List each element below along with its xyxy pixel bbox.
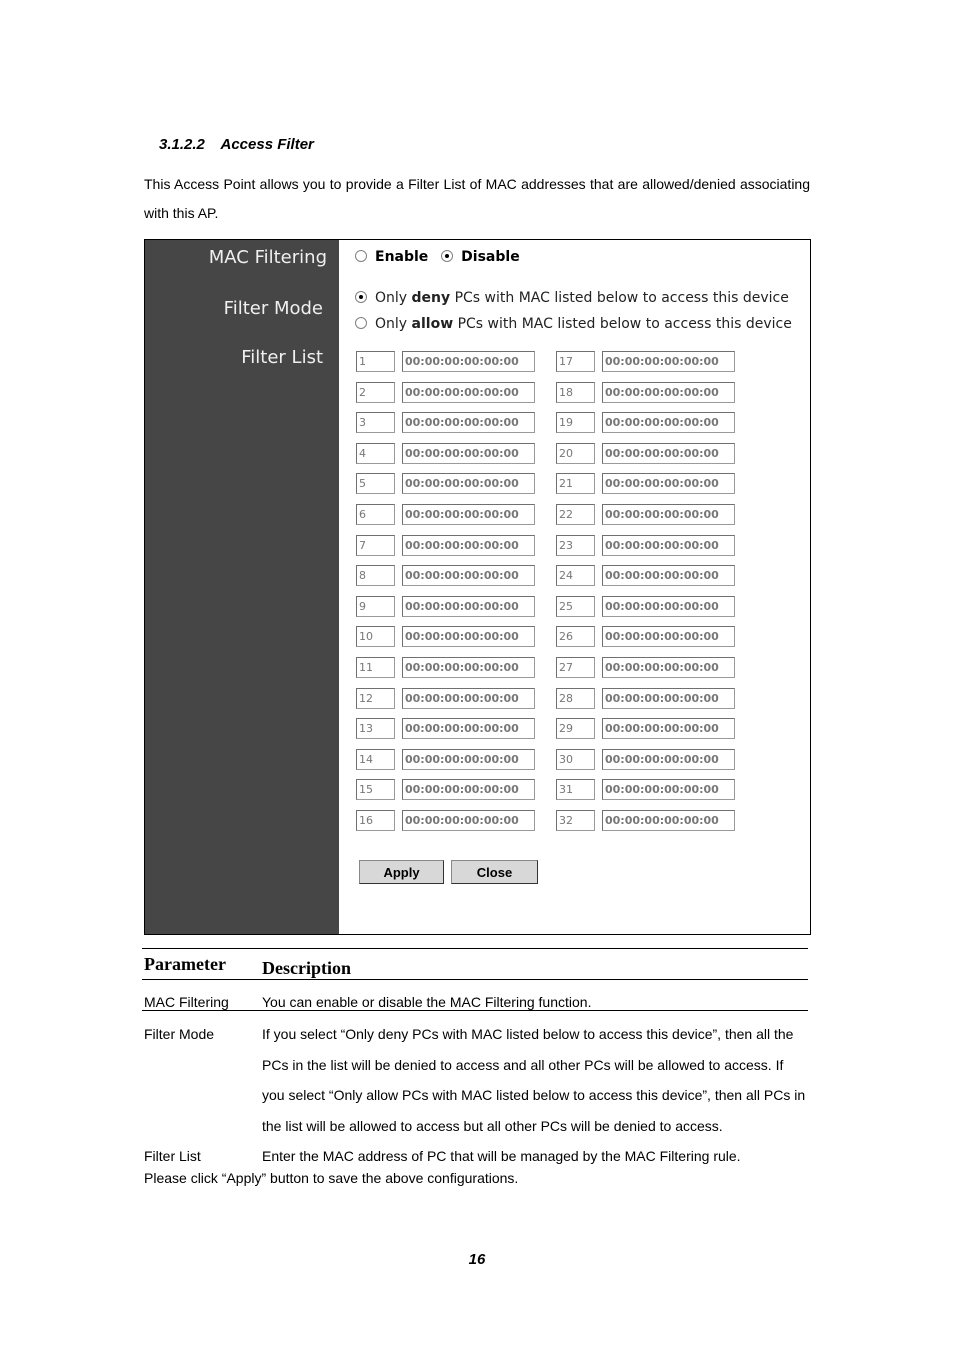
apply-button[interactable]: Apply bbox=[359, 860, 444, 884]
mac-address-field[interactable]: 00:00:00:00:00:00 bbox=[602, 749, 735, 770]
entry-index-field[interactable]: 27 bbox=[556, 657, 595, 678]
section-number: 3.1.2.2 bbox=[159, 136, 205, 153]
entry-index-field[interactable]: 15 bbox=[356, 779, 395, 800]
mac-address-field[interactable]: 00:00:00:00:00:00 bbox=[602, 351, 735, 372]
mac-address-field[interactable]: 00:00:00:00:00:00 bbox=[602, 504, 735, 525]
mac-address-field[interactable]: 00:00:00:00:00:00 bbox=[602, 779, 735, 800]
settings-sidebar bbox=[145, 240, 339, 934]
settings-content bbox=[339, 240, 810, 934]
footnote: Please click “Apply” button to save the above configurations. bbox=[144, 1170, 519, 1186]
entry-index-field[interactable]: 3 bbox=[356, 412, 395, 433]
mac-address-field[interactable]: 00:00:00:00:00:00 bbox=[402, 351, 535, 372]
mac-address-field[interactable]: 00:00:00:00:00:00 bbox=[602, 473, 735, 494]
mac-address-field[interactable]: 00:00:00:00:00:00 bbox=[602, 382, 735, 403]
mac-address-field[interactable]: 00:00:00:00:00:00 bbox=[602, 412, 735, 433]
mac-address-field[interactable]: 00:00:00:00:00:00 bbox=[602, 657, 735, 678]
entry-index-field[interactable]: 17 bbox=[556, 351, 595, 372]
enable-label: Enable bbox=[375, 249, 429, 265]
entry-index-field[interactable]: 22 bbox=[556, 504, 595, 525]
section-title: Access Filter bbox=[220, 136, 314, 153]
entry-index-field[interactable]: 12 bbox=[356, 688, 395, 709]
entry-index-field[interactable]: 6 bbox=[356, 504, 395, 525]
mac-address-field[interactable]: 00:00:00:00:00:00 bbox=[402, 382, 535, 403]
entry-index-field[interactable]: 4 bbox=[356, 443, 395, 464]
entry-index-field[interactable]: 18 bbox=[556, 382, 595, 403]
mac-address-field[interactable]: 00:00:00:00:00:00 bbox=[602, 810, 735, 831]
mac-address-field[interactable]: 00:00:00:00:00:00 bbox=[402, 473, 535, 494]
entry-index-field[interactable]: 8 bbox=[356, 565, 395, 586]
param-name-mac-filtering: MAC Filtering bbox=[144, 994, 229, 1010]
mac-address-field[interactable]: 00:00:00:00:00:00 bbox=[402, 596, 535, 617]
mac-address-field[interactable]: 00:00:00:00:00:00 bbox=[402, 626, 535, 647]
section-heading bbox=[159, 136, 314, 153]
entry-index-field[interactable]: 13 bbox=[356, 718, 395, 739]
mac-address-field[interactable]: 00:00:00:00:00:00 bbox=[402, 718, 535, 739]
entry-index-field[interactable]: 19 bbox=[556, 412, 595, 433]
mode-deny-post: PCs with MAC listed below to access this device bbox=[450, 290, 789, 306]
mac-filtering-options bbox=[355, 249, 520, 265]
entry-index-field[interactable]: 9 bbox=[356, 596, 395, 617]
filter-list-label: Filter List bbox=[241, 347, 323, 368]
row-rule bbox=[142, 1010, 808, 1011]
mac-address-field[interactable]: 00:00:00:00:00:00 bbox=[602, 535, 735, 556]
header-rule bbox=[142, 979, 808, 980]
enable-radio[interactable] bbox=[355, 250, 367, 262]
mac-address-field[interactable]: 00:00:00:00:00:00 bbox=[402, 688, 535, 709]
mode-deny-keyword: deny bbox=[411, 290, 451, 306]
description-header: Description bbox=[262, 958, 351, 978]
mac-address-field[interactable]: 00:00:00:00:00:00 bbox=[402, 412, 535, 433]
entry-index-field[interactable]: 25 bbox=[556, 596, 595, 617]
entry-index-field[interactable]: 5 bbox=[356, 473, 395, 494]
filter-mode-label: Filter Mode bbox=[223, 298, 323, 319]
mode-deny-pre: Only bbox=[375, 290, 412, 306]
entry-index-field[interactable]: 21 bbox=[556, 473, 595, 494]
mac-address-field[interactable]: 00:00:00:00:00:00 bbox=[602, 443, 735, 464]
mac-address-field[interactable]: 00:00:00:00:00:00 bbox=[402, 779, 535, 800]
mac-address-field[interactable]: 00:00:00:00:00:00 bbox=[602, 565, 735, 586]
mac-address-field[interactable]: 00:00:00:00:00:00 bbox=[402, 657, 535, 678]
param-desc-mac-filtering: You can enable or disable the MAC Filtering function. bbox=[262, 994, 592, 1010]
entry-index-field[interactable]: 31 bbox=[556, 779, 595, 800]
entry-index-field[interactable]: 10 bbox=[356, 626, 395, 647]
param-desc-filter-list: Enter the MAC address of PC that will be managed by the MAC Filtering rule. bbox=[262, 1148, 741, 1164]
entry-index-field[interactable]: 14 bbox=[356, 749, 395, 770]
intro-paragraph: This Access Point allows you to provide a Filter List of MAC addresses that are allowed/denied associating with this AP. bbox=[144, 176, 810, 221]
mode-allow-radio[interactable] bbox=[355, 317, 367, 329]
page-number: 16 bbox=[468, 1251, 486, 1268]
param-desc-filter-mode: If you select “Only deny PCs with MAC listed below to access this device”, then all the PCs in the list will be denied to access and all other PCs will be allowed to access. If you select “Only allow PCs with MAC listed below to access this device”, then all PCs in the list will be allowed to access but all other PCs will be denied to access. bbox=[262, 1026, 806, 1134]
entry-index-field[interactable]: 32 bbox=[556, 810, 595, 831]
entry-index-field[interactable]: 20 bbox=[556, 443, 595, 464]
param-name-filter-list: Filter List bbox=[144, 1148, 201, 1164]
mode-allow-keyword: allow bbox=[411, 316, 454, 332]
mac-address-field[interactable]: 00:00:00:00:00:00 bbox=[402, 565, 535, 586]
entry-index-field[interactable]: 26 bbox=[556, 626, 595, 647]
mac-address-field[interactable]: 00:00:00:00:00:00 bbox=[602, 718, 735, 739]
mac-address-field[interactable]: 00:00:00:00:00:00 bbox=[402, 535, 535, 556]
table-top-rule bbox=[142, 948, 808, 949]
disable-label: Disable bbox=[461, 249, 520, 265]
entry-index-field[interactable]: 1 bbox=[356, 351, 395, 372]
entry-index-field[interactable]: 16 bbox=[356, 810, 395, 831]
entry-index-field[interactable]: 28 bbox=[556, 688, 595, 709]
mac-address-field[interactable]: 00:00:00:00:00:00 bbox=[402, 504, 535, 525]
entry-index-field[interactable]: 30 bbox=[556, 749, 595, 770]
entry-index-field[interactable]: 24 bbox=[556, 565, 595, 586]
mac-address-field[interactable]: 00:00:00:00:00:00 bbox=[602, 596, 735, 617]
param-name-filter-mode: Filter Mode bbox=[144, 1026, 215, 1042]
mode-deny-option bbox=[355, 290, 789, 306]
mac-filter-screenshot bbox=[144, 239, 811, 935]
mode-allow-post: PCs with MAC listed below to access this device bbox=[453, 316, 792, 332]
entry-index-field[interactable]: 29 bbox=[556, 718, 595, 739]
mac-address-field[interactable]: 00:00:00:00:00:00 bbox=[602, 688, 735, 709]
mac-filtering-label: MAC Filtering bbox=[208, 247, 327, 268]
mac-address-field[interactable]: 00:00:00:00:00:00 bbox=[602, 626, 735, 647]
mac-address-field[interactable]: 00:00:00:00:00:00 bbox=[402, 443, 535, 464]
close-button[interactable]: Close bbox=[451, 860, 538, 884]
entry-index-field[interactable]: 11 bbox=[356, 657, 395, 678]
parameter-header: Parameter bbox=[144, 954, 226, 974]
mac-address-field[interactable]: 00:00:00:00:00:00 bbox=[402, 749, 535, 770]
entry-index-field[interactable]: 7 bbox=[356, 535, 395, 556]
mode-deny-radio[interactable] bbox=[355, 291, 367, 303]
entry-index-field[interactable]: 2 bbox=[356, 382, 395, 403]
entry-index-field[interactable]: 23 bbox=[556, 535, 595, 556]
mode-allow-pre: Only bbox=[375, 316, 412, 332]
mode-allow-option bbox=[355, 316, 792, 332]
disable-radio[interactable] bbox=[441, 250, 453, 262]
mac-address-field[interactable]: 00:00:00:00:00:00 bbox=[402, 810, 535, 831]
